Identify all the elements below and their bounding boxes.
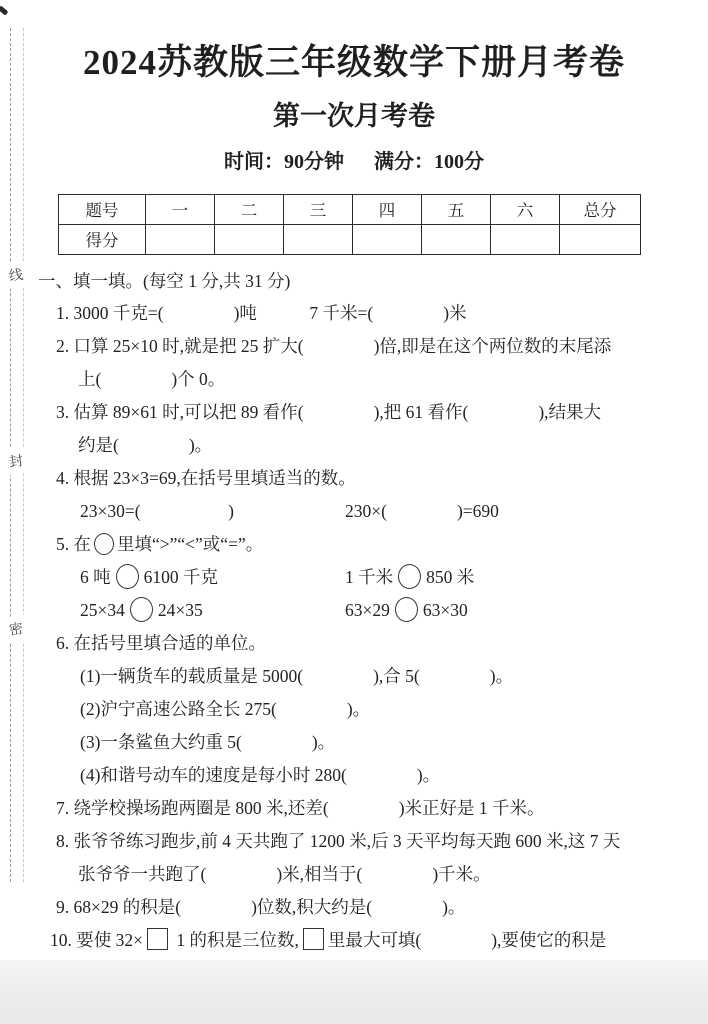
score-table-header-cell: 二: [215, 194, 284, 224]
score-table-header-cell: 一: [146, 194, 215, 224]
question-9: 9. 68×29 的积是( )位数,积大约是( )。: [56, 896, 466, 917]
question-4-eq-right: 230×( )=690: [345, 500, 499, 521]
compare-right: 63×30: [422, 599, 468, 620]
score-cell: [146, 224, 215, 254]
score-table-header-row: [59, 194, 641, 224]
question-4-line1: 4. 根据 23×3=69,在括号里填适当的数。: [56, 467, 356, 488]
exam-subtitle: 第一次月考卷: [273, 100, 435, 131]
score-table-header-cell: 三: [284, 194, 353, 224]
score-table-wrap: [58, 194, 708, 255]
score-table-header-cell: 六: [491, 194, 560, 224]
compare-circle-icon: [398, 564, 421, 589]
question-6-sub3: (3)一条鲨鱼大约重 5( )。: [80, 731, 336, 752]
seal-char-xian: 线: [3, 261, 28, 290]
compare-left: 1 千米: [345, 566, 394, 587]
seal-char-feng: 封: [3, 447, 28, 476]
page-title: 2024苏教版三年级数学下册月考卷: [82, 43, 625, 82]
compare-right: 6100 千克: [143, 566, 218, 587]
compare-left: 63×29: [345, 599, 390, 620]
exam-time-label: 时间：90分钟: [224, 150, 344, 173]
question-6-sub2: (2)沪宁高速公路全长 275( )。: [80, 698, 371, 719]
question-2-line2: 上( )个 0。: [78, 368, 226, 389]
question-1: 1. 3000 千克=( )吨 7 千米=( )米: [56, 302, 467, 323]
score-table-header-cell: 四: [353, 194, 422, 224]
score-table-score-row: [59, 224, 641, 254]
compare-pair: [80, 594, 345, 627]
question-6-sub4: (4)和谐号动车的速度是每小时 280( )。: [80, 764, 441, 785]
answer-box-icon: [303, 928, 324, 950]
question-4-eq-left: 23×30=( ): [80, 500, 234, 521]
compare-left: 25×34: [80, 599, 125, 620]
score-table-corner-cell: 题号: [59, 194, 146, 224]
question-10-seg: 里最大可填( ),要使它的积是: [327, 929, 607, 950]
score-row-label: 得分: [59, 224, 146, 254]
compare-right: 850 米: [426, 566, 475, 587]
section-one-heading: 一、填一填。(每空 1 分,共 31 分): [38, 270, 291, 291]
compare-left: 6 吨: [80, 566, 111, 587]
question-5-pair-row-2: [56, 594, 708, 627]
question-2-line1: 2. 口算 25×10 时,就是把 25 扩大( )倍,即是在这个两位数的末尾添: [56, 335, 612, 356]
score-cell: [491, 224, 560, 254]
scan-bottom-shading: [0, 960, 708, 1024]
question-6-line1: 6. 在括号里填合适的单位。: [56, 632, 266, 653]
questions-area: [0, 265, 708, 990]
exam-meta: [0, 145, 708, 174]
compare-circle-icon: [395, 597, 418, 622]
question-5-intro: [56, 528, 708, 561]
question-5-pair-row-1: [56, 561, 708, 594]
compare-circle-icon: [130, 597, 153, 622]
compare-pair: [345, 600, 468, 620]
question-6-sub1: (1)一辆货车的载质量是 5000( ),合 5( )。: [80, 665, 514, 686]
score-table: [58, 194, 641, 255]
score-cell: [284, 224, 353, 254]
score-cell: [422, 224, 491, 254]
exam-fullscore-label: 满分：100分: [374, 150, 484, 173]
question-3-line1: 3. 估算 89×61 时,可以把 89 看作( ),把 61 看作( ),结果大: [56, 401, 602, 422]
answer-box-icon: [147, 928, 168, 950]
exam-header: [0, 0, 708, 174]
question-10-seg: 10. 要使 32×: [50, 929, 143, 950]
question-4-equations: [56, 495, 708, 528]
compare-right: 24×35: [157, 599, 203, 620]
score-table-header-cell: 五: [422, 194, 491, 224]
compare-pair: [345, 567, 474, 587]
compare-circle-icon: [116, 564, 139, 589]
question-5-suffix: 里填“>”“<”或“=”。: [117, 533, 264, 554]
compare-circle-icon: [94, 533, 114, 555]
question-8-line1: 8. 张爷爷练习跑步,前 4 天共跑了 1200 米,后 3 天平均每天跑 600 米,这 7 天: [56, 830, 621, 851]
question-10-seg: 1 的积是三位数,: [172, 929, 299, 950]
score-table-header-cell: 总分: [560, 194, 641, 224]
compare-pair: [80, 561, 345, 594]
question-8-line2: 张爷爷一共跑了( )米,相当于( )千米。: [78, 863, 491, 884]
question-10-line1: [50, 924, 708, 957]
score-cell: [215, 224, 284, 254]
question-7: 7. 绕学校操场跑两圈是 800 米,还差( )米正好是 1 千米。: [56, 797, 545, 818]
question-3-line2: 约是( )。: [78, 434, 213, 455]
seal-char-mi: 密: [3, 615, 28, 644]
question-5-prefix: 5. 在: [56, 533, 91, 554]
score-cell: [560, 224, 641, 254]
score-cell: [353, 224, 422, 254]
